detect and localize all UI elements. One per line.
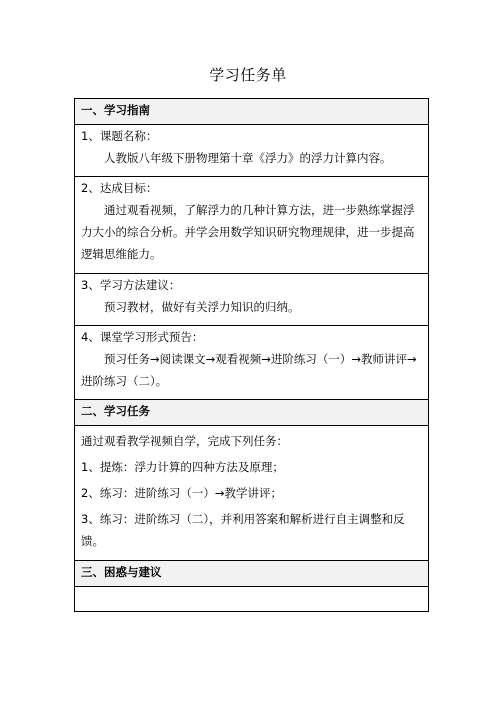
section-heading-feedback: 三、困惑与建议 bbox=[75, 561, 429, 587]
section-heading-tasks: 二、学习任务 bbox=[75, 400, 429, 426]
page-title: 学习任务单 bbox=[209, 66, 287, 84]
form-label: 4、课堂学习形式预告： bbox=[81, 330, 204, 344]
feedback-row bbox=[75, 587, 429, 612]
task-sheet-table bbox=[74, 98, 429, 612]
goal-text: 通过观看视频，了解浮力的几种计算方法，进一步熟练掌握浮力大小的综合分析。并学会用数学知识研究物理规律，进一步提高逻辑思维能力。 bbox=[81, 203, 415, 261]
tasks-cell bbox=[75, 426, 429, 561]
task-item-1: 1、提炼：浮力计算的四种方法及原理； bbox=[81, 460, 284, 474]
topic-row bbox=[75, 125, 429, 177]
topic-text: 人教版八年级下册物理第十章《浮力》的浮力计算内容。 bbox=[104, 151, 392, 165]
section-header-row bbox=[75, 400, 429, 426]
form-text: 预习任务→阅读课文→观看视频→进阶练习（一）→教师讲评→进阶练习（二）。 bbox=[81, 352, 417, 388]
topic-cell bbox=[75, 125, 429, 177]
feedback-content-cell bbox=[75, 587, 429, 612]
task-item-2: 2、练习：进阶练习（一）→教学讲评； bbox=[81, 486, 282, 500]
form-cell bbox=[75, 326, 429, 400]
method-row bbox=[75, 274, 429, 326]
task-item-3: 3、练习：进阶练习（二），并利用答案和解析进行自主调整和反馈。 bbox=[81, 512, 405, 548]
section-heading-guide: 一、学习指南 bbox=[75, 99, 429, 125]
method-cell bbox=[75, 274, 429, 326]
section-header-row bbox=[75, 561, 429, 587]
method-label: 3、学习方法建议： bbox=[81, 278, 181, 292]
goal-label: 2、达成目标： bbox=[81, 181, 158, 195]
tasks-intro: 通过观看教学视频自学，完成下列任务： bbox=[81, 434, 288, 448]
section-header-row bbox=[75, 99, 429, 125]
method-text: 预习教材，做好有关浮力知识的归纳。 bbox=[104, 300, 300, 314]
goal-cell bbox=[75, 177, 429, 274]
topic-label: 1、课题名称： bbox=[81, 129, 158, 143]
form-row bbox=[75, 326, 429, 400]
tasks-row bbox=[75, 426, 429, 561]
goal-row bbox=[75, 177, 429, 274]
